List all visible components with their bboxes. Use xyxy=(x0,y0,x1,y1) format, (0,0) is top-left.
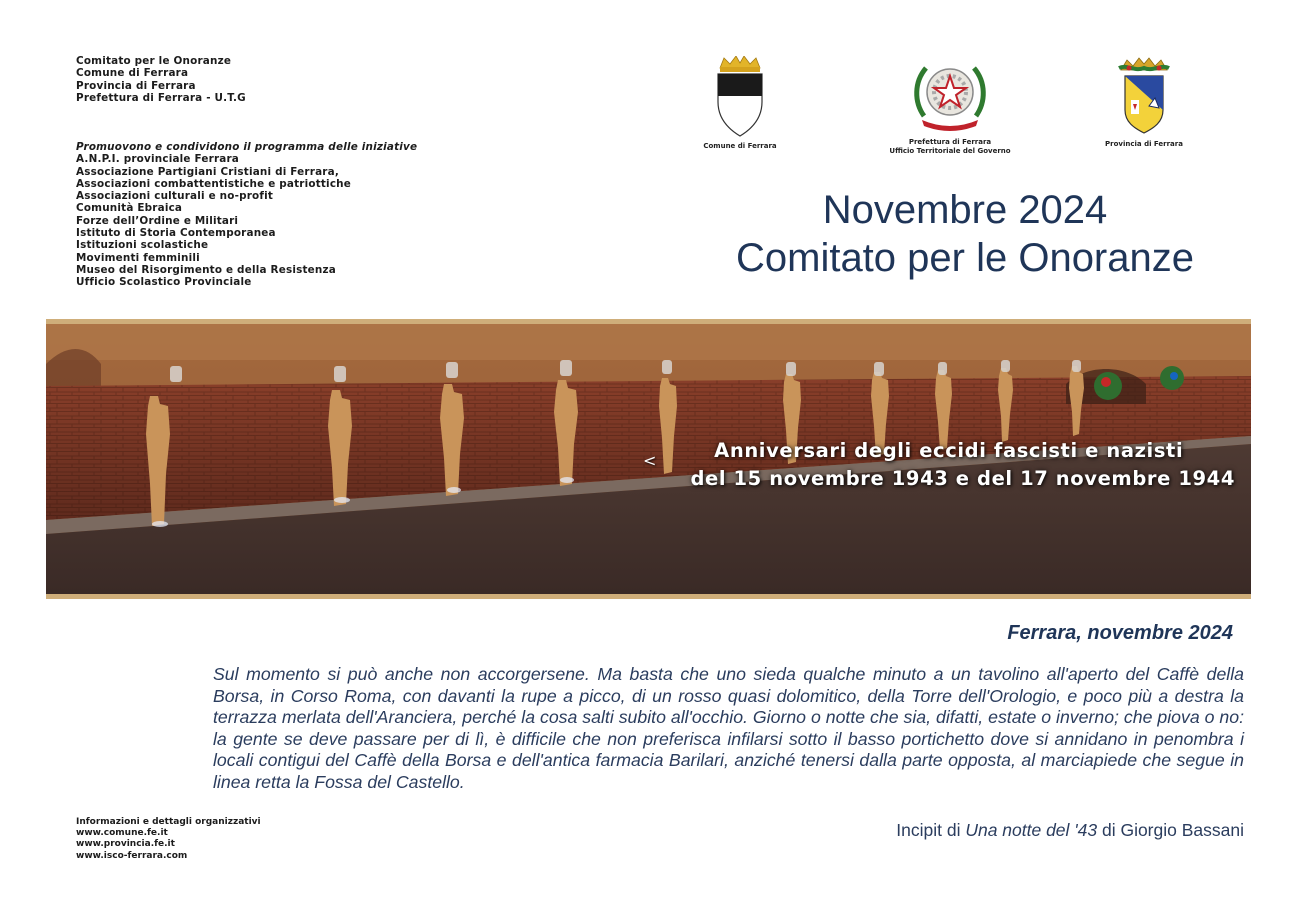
place-date: Ferrara, novembre 2024 xyxy=(1007,622,1233,644)
promoters-heading: Promuovono e condividono il programma delle iniziative xyxy=(76,141,418,153)
info-heading: Informazioni e dettagli organizzativi xyxy=(76,817,261,827)
promoter-item: Movimenti femminili xyxy=(76,251,200,264)
promoter-item: Istituzioni scolastiche xyxy=(76,239,209,252)
promoter-item: Ufficio Scolastico Provinciale xyxy=(76,276,252,289)
organizers-list xyxy=(76,55,246,104)
comune-caption: Comune di Ferrara xyxy=(703,142,777,150)
promoter-item: Istituto di Storia Contemporanea xyxy=(76,227,276,240)
promoter-item: A.N.P.I. provinciale Ferrara xyxy=(76,153,240,166)
banner-caption xyxy=(690,437,1235,493)
organizer-item: Comune di Ferrara xyxy=(76,67,189,80)
comune-crest-icon xyxy=(714,56,766,138)
provincia-caption: Provincia di Ferrara xyxy=(1105,140,1183,148)
organizer-item: Prefettura di Ferrara - U.T.G xyxy=(76,91,246,104)
info-link[interactable]: www.provincia.fe.it xyxy=(76,839,175,850)
provincia-logo xyxy=(1101,56,1187,149)
promoter-item: Museo del Risorgimento e della Resistenza xyxy=(76,263,336,276)
title-line-2: Comitato per le Onoranze xyxy=(735,236,1194,280)
credit-work-title: Una notte del '43 xyxy=(965,820,1098,840)
prefettura-subcaption: Ufficio Territoriale del Governo xyxy=(889,147,1011,155)
promoter-item: Associazioni culturali e no-profit xyxy=(76,190,274,203)
comune-logo xyxy=(700,56,780,151)
credit-suffix: di Giorgio Bassani xyxy=(1097,820,1244,840)
banner-prev-arrow[interactable]: < xyxy=(643,451,657,470)
quote-credit xyxy=(896,820,1244,841)
info-link[interactable]: www.comune.fe.it xyxy=(76,828,168,839)
banner-line-2: del 15 novembre 1943 e del 17 novembre 1944 xyxy=(690,467,1235,490)
info-block xyxy=(76,817,261,862)
organizer-item: Provincia di Ferrara xyxy=(76,79,196,92)
promoter-item: Associazione Partigiani Cristiani di Ferrara, xyxy=(76,165,339,178)
repubblica-emblem-icon xyxy=(912,56,988,134)
organizer-item: Comitato per le Onoranze xyxy=(76,55,232,67)
promoter-item: Associazioni combattentistiche e patriottiche xyxy=(76,177,352,190)
memorial-banner xyxy=(46,319,1251,599)
prefettura-logo xyxy=(880,56,1020,156)
page-title xyxy=(660,186,1270,282)
credit-prefix: Incipit di xyxy=(896,820,966,840)
provincia-crest-icon xyxy=(1115,56,1173,136)
info-link[interactable]: www.isco-ferrara.com xyxy=(76,850,188,861)
prefettura-caption: Prefettura di Ferrara xyxy=(908,138,992,146)
quote-paragraph: Sul momento si può anche non accorgersene. Ma basta che uno sieda qualche minuto a un tavolino all'aperto del Caffè della Borsa, in Corso Roma, con davanti la rupe a picco, di un rosso quasi dolomitico, della Torre dell'Orologio, e poco più a destra la terrazza merlata dell'Aranciera, perché la cosa salti subito all'occhio. Giorno o notte che sia, difatti, estate o inverno; che piova o no: la gente se deve passare per di lì, è difficile che non preferisca infilarsi sotto il basso portichetto dove si annidano in penombra i locali contigui del Caffè della Borsa e dell'antica farmacia Barilari, anziché tenersi dalla parte opposta, al marciapiede che segue in linea retta la Fossa del Castello. xyxy=(213,664,1244,792)
promoter-item: Forze dell’Ordine e Militari xyxy=(76,214,239,227)
promoter-item: Comunità Ebraica xyxy=(76,202,183,215)
promoters-list xyxy=(76,141,417,289)
banner-line-1: Anniversari degli eccidi fascisti e nazisti xyxy=(714,439,1184,462)
title-line-1: Novembre 2024 xyxy=(822,188,1108,232)
